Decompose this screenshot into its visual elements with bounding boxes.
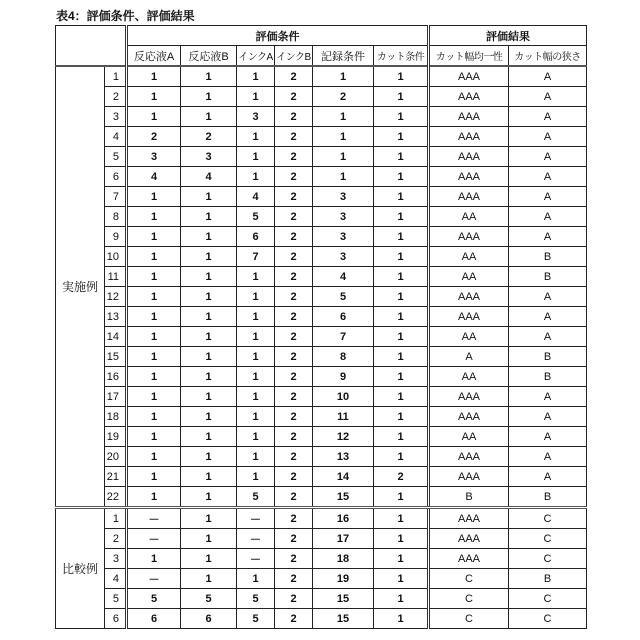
cell-cut-width-uniformity: AA — [429, 247, 509, 267]
cell-ink-a: 1 — [237, 267, 275, 287]
cell-ink-b: 2 — [275, 167, 313, 187]
row-number: 7 — [105, 187, 127, 207]
cell-cut-width-uniformity: AAA — [429, 187, 509, 207]
cell-cut-condition: 1 — [374, 167, 429, 187]
cell-ink-b: 2 — [275, 367, 313, 387]
row-number: 8 — [105, 207, 127, 227]
cell-ink-a: 1 — [237, 127, 275, 147]
row-number: 2 — [105, 529, 127, 549]
cell-recording-condition: 7 — [313, 327, 374, 347]
row-number: 2 — [105, 87, 127, 107]
cell-reaction-liquid-a: 1 — [127, 66, 181, 87]
cell-recording-condition: 8 — [313, 347, 374, 367]
cell-reaction-liquid-b: 1 — [181, 66, 237, 87]
row-number: 4 — [105, 569, 127, 589]
cell-reaction-liquid-b: 1 — [181, 327, 237, 347]
cell-recording-condition: 1 — [313, 107, 374, 127]
cell-cut-width-narrowness: A — [509, 227, 587, 247]
cell-cut-width-uniformity: AAA — [429, 529, 509, 549]
cell-reaction-liquid-a: 1 — [127, 267, 181, 287]
cell-cut-width-uniformity: AA — [429, 207, 509, 227]
cell-cut-condition: 1 — [374, 569, 429, 589]
cell-ink-a: 1 — [237, 407, 275, 427]
cell-cut-width-narrowness: C — [509, 609, 587, 629]
cell-reaction-liquid-b: 4 — [181, 167, 237, 187]
cell-cut-condition: 1 — [374, 307, 429, 327]
column-header-ink-a: インクA — [237, 46, 275, 67]
cell-recording-condition: 2 — [313, 87, 374, 107]
cell-reaction-liquid-a: 1 — [127, 247, 181, 267]
cell-ink-a: 5 — [237, 589, 275, 609]
cell-cut-condition: 1 — [374, 227, 429, 247]
cell-cut-width-uniformity: AAA — [429, 147, 509, 167]
cell-reaction-liquid-b: 1 — [181, 187, 237, 207]
cell-ink-a: 3 — [237, 107, 275, 127]
column-header-row — [56, 46, 587, 67]
cell-cut-width-narrowness: A — [509, 327, 587, 347]
table-row — [56, 327, 587, 347]
row-number: 12 — [105, 287, 127, 307]
cell-cut-condition: 1 — [374, 207, 429, 227]
cell-ink-b: 2 — [275, 407, 313, 427]
table-row — [56, 487, 587, 508]
cell-reaction-liquid-a: 1 — [127, 287, 181, 307]
cell-cut-width-narrowness: C — [509, 529, 587, 549]
cell-ink-b: 2 — [275, 508, 313, 529]
cell-cut-width-narrowness: A — [509, 307, 587, 327]
cell-reaction-liquid-a: 1 — [127, 107, 181, 127]
cell-reaction-liquid-b: 1 — [181, 508, 237, 529]
cell-reaction-liquid-a: 1 — [127, 549, 181, 569]
cell-ink-a: 1 — [237, 467, 275, 487]
cell-cut-condition: 1 — [374, 327, 429, 347]
cell-ink-b: 2 — [275, 147, 313, 167]
cell-ink-b: 2 — [275, 267, 313, 287]
row-number: 17 — [105, 387, 127, 407]
cell-reaction-liquid-b: 3 — [181, 147, 237, 167]
cell-reaction-liquid-a: 1 — [127, 427, 181, 447]
cell-cut-condition: 1 — [374, 487, 429, 508]
cell-reaction-liquid-a: 1 — [127, 407, 181, 427]
row-number: 10 — [105, 247, 127, 267]
row-number: 19 — [105, 427, 127, 447]
cell-ink-b: 2 — [275, 569, 313, 589]
table-row — [56, 207, 587, 227]
header-group-conditions: 評価条件 — [127, 26, 429, 46]
cell-ink-b: 2 — [275, 307, 313, 327]
row-number: 4 — [105, 127, 127, 147]
cell-ink-a: 1 — [237, 287, 275, 307]
cell-reaction-liquid-b: 1 — [181, 467, 237, 487]
cell-cut-width-narrowness: B — [509, 247, 587, 267]
cell-cut-condition: 1 — [374, 347, 429, 367]
cell-cut-width-uniformity: AAA — [429, 447, 509, 467]
table-row — [56, 66, 587, 87]
cell-ink-a: 1 — [237, 87, 275, 107]
cell-reaction-liquid-a: 1 — [127, 87, 181, 107]
header-group-results: 評価結果 — [429, 26, 587, 46]
column-header-reaction-liquid-b: 反応液B — [181, 46, 237, 67]
cell-recording-condition: 14 — [313, 467, 374, 487]
section-label: 実施例 — [56, 66, 105, 508]
cell-ink-a: － — [237, 508, 275, 529]
row-number: 16 — [105, 367, 127, 387]
cell-cut-condition: 1 — [374, 447, 429, 467]
cell-reaction-liquid-b: 1 — [181, 307, 237, 327]
table-header — [56, 26, 587, 67]
cell-cut-width-uniformity: AAA — [429, 87, 509, 107]
cell-recording-condition: 5 — [313, 287, 374, 307]
table-row — [56, 508, 587, 529]
row-number: 11 — [105, 267, 127, 287]
cell-cut-width-narrowness: A — [509, 427, 587, 447]
cell-ink-a: － — [237, 549, 275, 569]
cell-cut-condition: 1 — [374, 66, 429, 87]
cell-reaction-liquid-a: 1 — [127, 387, 181, 407]
table-row — [56, 467, 587, 487]
cell-reaction-liquid-a: 1 — [127, 187, 181, 207]
row-number: 6 — [105, 167, 127, 187]
cell-cut-width-narrowness: A — [509, 147, 587, 167]
row-number: 20 — [105, 447, 127, 467]
cell-cut-condition: 1 — [374, 247, 429, 267]
cell-ink-a: 1 — [237, 327, 275, 347]
row-number: 9 — [105, 227, 127, 247]
cell-reaction-liquid-b: 5 — [181, 589, 237, 609]
cell-cut-width-uniformity: B — [429, 487, 509, 508]
cell-cut-width-narrowness: C — [509, 589, 587, 609]
header-corner — [56, 26, 127, 67]
cell-reaction-liquid-a: 1 — [127, 467, 181, 487]
cell-reaction-liquid-a: 1 — [127, 487, 181, 508]
cell-cut-width-uniformity: C — [429, 609, 509, 629]
cell-recording-condition: 16 — [313, 508, 374, 529]
table-row — [56, 127, 587, 147]
cell-reaction-liquid-b: 1 — [181, 227, 237, 247]
cell-cut-width-narrowness: A — [509, 467, 587, 487]
cell-ink-b: 2 — [275, 609, 313, 629]
row-number: 5 — [105, 147, 127, 167]
row-number: 21 — [105, 467, 127, 487]
cell-reaction-liquid-b: 1 — [181, 427, 237, 447]
cell-recording-condition: 13 — [313, 447, 374, 467]
cell-recording-condition: 6 — [313, 307, 374, 327]
cell-cut-width-uniformity: AAA — [429, 407, 509, 427]
cell-ink-b: 2 — [275, 87, 313, 107]
cell-recording-condition: 10 — [313, 387, 374, 407]
row-number: 3 — [105, 549, 127, 569]
cell-reaction-liquid-b: 1 — [181, 407, 237, 427]
table-row — [56, 549, 587, 569]
cell-cut-width-uniformity: C — [429, 569, 509, 589]
table-row — [56, 589, 587, 609]
cell-cut-width-uniformity: AA — [429, 367, 509, 387]
cell-recording-condition: 3 — [313, 207, 374, 227]
cell-recording-condition: 1 — [313, 167, 374, 187]
cell-cut-width-uniformity: A — [429, 347, 509, 367]
cell-cut-width-narrowness: A — [509, 447, 587, 467]
cell-reaction-liquid-a: 5 — [127, 589, 181, 609]
cell-cut-width-narrowness: A — [509, 387, 587, 407]
cell-recording-condition: 11 — [313, 407, 374, 427]
cell-cut-width-uniformity: AAA — [429, 287, 509, 307]
cell-reaction-liquid-a: 1 — [127, 207, 181, 227]
table-row — [56, 187, 587, 207]
cell-reaction-liquid-b: 2 — [181, 127, 237, 147]
cell-ink-b: 2 — [275, 327, 313, 347]
cell-reaction-liquid-b: 6 — [181, 609, 237, 629]
table-row — [56, 107, 587, 127]
cell-cut-width-narrowness: A — [509, 107, 587, 127]
cell-ink-b: 2 — [275, 427, 313, 447]
cell-cut-width-uniformity: AA — [429, 427, 509, 447]
column-header-cut-width-narrowness: カット幅の狭さ — [509, 46, 587, 67]
table-row — [56, 247, 587, 267]
cell-ink-b: 2 — [275, 66, 313, 87]
cell-cut-width-uniformity: AAA — [429, 508, 509, 529]
cell-reaction-liquid-b: 1 — [181, 487, 237, 508]
cell-cut-width-uniformity: AAA — [429, 467, 509, 487]
row-number: 3 — [105, 107, 127, 127]
cell-reaction-liquid-b: 1 — [181, 287, 237, 307]
cell-ink-a: 1 — [237, 147, 275, 167]
cell-cut-condition: 1 — [374, 549, 429, 569]
table-body — [56, 66, 587, 629]
cell-cut-condition: 1 — [374, 367, 429, 387]
cell-ink-a: 1 — [237, 367, 275, 387]
cell-ink-a: 1 — [237, 447, 275, 467]
row-number: 22 — [105, 487, 127, 508]
cell-ink-a: 1 — [237, 387, 275, 407]
cell-recording-condition: 19 — [313, 569, 374, 589]
cell-cut-width-uniformity: AAA — [429, 107, 509, 127]
cell-ink-b: 2 — [275, 589, 313, 609]
cell-cut-condition: 1 — [374, 529, 429, 549]
cell-cut-width-narrowness: A — [509, 407, 587, 427]
cell-reaction-liquid-a: 3 — [127, 147, 181, 167]
table-row — [56, 569, 587, 589]
cell-reaction-liquid-b: 1 — [181, 529, 237, 549]
row-number: 13 — [105, 307, 127, 327]
cell-cut-width-uniformity: AAA — [429, 66, 509, 87]
cell-cut-condition: 1 — [374, 287, 429, 307]
table-row — [56, 609, 587, 629]
cell-reaction-liquid-b: 1 — [181, 347, 237, 367]
table-row — [56, 447, 587, 467]
cell-reaction-liquid-b: 1 — [181, 367, 237, 387]
cell-ink-b: 2 — [275, 387, 313, 407]
cell-cut-width-narrowness: C — [509, 508, 587, 529]
cell-cut-condition: 1 — [374, 187, 429, 207]
cell-cut-width-uniformity: AAA — [429, 307, 509, 327]
table-row — [56, 287, 587, 307]
cell-recording-condition: 15 — [313, 487, 374, 508]
cell-ink-b: 2 — [275, 127, 313, 147]
cell-cut-condition: 1 — [374, 107, 429, 127]
cell-cut-condition: 2 — [374, 467, 429, 487]
cell-ink-a: 7 — [237, 247, 275, 267]
cell-ink-b: 2 — [275, 287, 313, 307]
cell-cut-condition: 1 — [374, 147, 429, 167]
cell-ink-a: 5 — [237, 207, 275, 227]
table-row — [56, 529, 587, 549]
row-number: 6 — [105, 609, 127, 629]
cell-cut-condition: 1 — [374, 508, 429, 529]
cell-ink-b: 2 — [275, 187, 313, 207]
table-row — [56, 387, 587, 407]
cell-ink-a: 5 — [237, 609, 275, 629]
cell-reaction-liquid-b: 1 — [181, 207, 237, 227]
cell-cut-condition: 1 — [374, 589, 429, 609]
cell-cut-width-narrowness: A — [509, 127, 587, 147]
cell-recording-condition: 18 — [313, 549, 374, 569]
cell-cut-width-narrowness: B — [509, 367, 587, 387]
table-row — [56, 267, 587, 287]
cell-cut-width-narrowness: A — [509, 66, 587, 87]
table-row — [56, 367, 587, 387]
cell-ink-b: 2 — [275, 107, 313, 127]
cell-recording-condition: 1 — [313, 147, 374, 167]
cell-ink-b: 2 — [275, 487, 313, 508]
cell-ink-b: 2 — [275, 247, 313, 267]
column-header-ink-b: インクB — [275, 46, 313, 67]
cell-reaction-liquid-a: 2 — [127, 127, 181, 147]
cell-reaction-liquid-a: － — [127, 569, 181, 589]
cell-cut-width-uniformity: AAA — [429, 549, 509, 569]
column-header-cut-condition: カット条件 — [374, 46, 429, 67]
cell-reaction-liquid-b: 1 — [181, 267, 237, 287]
column-header-reaction-liquid-a: 反応液A — [127, 46, 181, 67]
cell-cut-condition: 1 — [374, 407, 429, 427]
table-row — [56, 407, 587, 427]
cell-reaction-liquid-a: 1 — [127, 227, 181, 247]
cell-cut-condition: 1 — [374, 387, 429, 407]
cell-cut-width-uniformity: AA — [429, 327, 509, 347]
table-row — [56, 147, 587, 167]
cell-cut-width-narrowness: C — [509, 549, 587, 569]
cell-reaction-liquid-b: 1 — [181, 247, 237, 267]
cell-ink-b: 2 — [275, 529, 313, 549]
column-header-cut-width-uniformity: カット幅均一性 — [429, 46, 509, 67]
table-row — [56, 347, 587, 367]
cell-recording-condition: 3 — [313, 187, 374, 207]
cell-recording-condition: 9 — [313, 367, 374, 387]
cell-recording-condition: 1 — [313, 66, 374, 87]
cell-reaction-liquid-a: － — [127, 508, 181, 529]
cell-ink-a: 1 — [237, 167, 275, 187]
cell-cut-width-uniformity: AAA — [429, 387, 509, 407]
row-number: 15 — [105, 347, 127, 367]
cell-ink-b: 2 — [275, 227, 313, 247]
cell-ink-b: 2 — [275, 447, 313, 467]
cell-cut-width-uniformity: AAA — [429, 227, 509, 247]
cell-reaction-liquid-b: 1 — [181, 447, 237, 467]
cell-cut-width-narrowness: A — [509, 167, 587, 187]
cell-cut-width-narrowness: B — [509, 267, 587, 287]
cell-reaction-liquid-a: 1 — [127, 447, 181, 467]
cell-cut-width-narrowness: B — [509, 569, 587, 589]
cell-cut-width-narrowness: A — [509, 87, 587, 107]
row-number: 1 — [105, 66, 127, 87]
cell-cut-width-uniformity: AAA — [429, 167, 509, 187]
cell-recording-condition: 3 — [313, 227, 374, 247]
cell-reaction-liquid-b: 1 — [181, 87, 237, 107]
row-number: 14 — [105, 327, 127, 347]
cell-reaction-liquid-b: 1 — [181, 107, 237, 127]
cell-ink-a: 1 — [237, 66, 275, 87]
table-row — [56, 307, 587, 327]
cell-ink-a: 1 — [237, 569, 275, 589]
row-number: 18 — [105, 407, 127, 427]
table-caption: 表4：評価条件、評価結果 — [56, 7, 195, 24]
row-number: 5 — [105, 589, 127, 609]
cell-cut-width-uniformity: AAA — [429, 127, 509, 147]
cell-recording-condition: 1 — [313, 127, 374, 147]
cell-ink-b: 2 — [275, 467, 313, 487]
table-row — [56, 87, 587, 107]
evaluation-table — [55, 25, 587, 629]
cell-reaction-liquid-b: 1 — [181, 549, 237, 569]
cell-ink-a: 4 — [237, 187, 275, 207]
cell-recording-condition: 15 — [313, 589, 374, 609]
cell-cut-condition: 1 — [374, 427, 429, 447]
cell-cut-condition: 1 — [374, 127, 429, 147]
cell-reaction-liquid-a: 4 — [127, 167, 181, 187]
cell-ink-a: 6 — [237, 227, 275, 247]
table-row — [56, 227, 587, 247]
cell-cut-width-narrowness: A — [509, 207, 587, 227]
row-number: 1 — [105, 508, 127, 529]
section-label: 比較例 — [56, 508, 105, 629]
cell-recording-condition: 15 — [313, 609, 374, 629]
cell-ink-a: 1 — [237, 427, 275, 447]
cell-reaction-liquid-a: 6 — [127, 609, 181, 629]
cell-ink-b: 2 — [275, 207, 313, 227]
cell-ink-b: 2 — [275, 347, 313, 367]
cell-cut-width-narrowness: A — [509, 287, 587, 307]
cell-reaction-liquid-a: 1 — [127, 367, 181, 387]
cell-ink-a: 1 — [237, 347, 275, 367]
cell-ink-a: 5 — [237, 487, 275, 508]
cell-recording-condition: 4 — [313, 267, 374, 287]
cell-recording-condition: 3 — [313, 247, 374, 267]
cell-ink-b: 2 — [275, 549, 313, 569]
cell-recording-condition: 12 — [313, 427, 374, 447]
cell-cut-condition: 1 — [374, 267, 429, 287]
cell-ink-a: 1 — [237, 307, 275, 327]
table-row — [56, 427, 587, 447]
column-header-recording-condition: 記録条件 — [313, 46, 374, 67]
cell-cut-width-narrowness: B — [509, 487, 587, 508]
cell-ink-a: － — [237, 529, 275, 549]
cell-cut-condition: 1 — [374, 87, 429, 107]
cell-cut-width-uniformity: C — [429, 589, 509, 609]
cell-reaction-liquid-a: 1 — [127, 307, 181, 327]
cell-reaction-liquid-a: － — [127, 529, 181, 549]
table-row — [56, 167, 587, 187]
cell-reaction-liquid-a: 1 — [127, 327, 181, 347]
cell-cut-width-narrowness: A — [509, 187, 587, 207]
cell-cut-width-narrowness: B — [509, 347, 587, 367]
cell-cut-width-uniformity: AA — [429, 267, 509, 287]
cell-cut-condition: 1 — [374, 609, 429, 629]
cell-reaction-liquid-b: 1 — [181, 569, 237, 589]
cell-recording-condition: 17 — [313, 529, 374, 549]
cell-reaction-liquid-b: 1 — [181, 387, 237, 407]
cell-reaction-liquid-a: 1 — [127, 347, 181, 367]
